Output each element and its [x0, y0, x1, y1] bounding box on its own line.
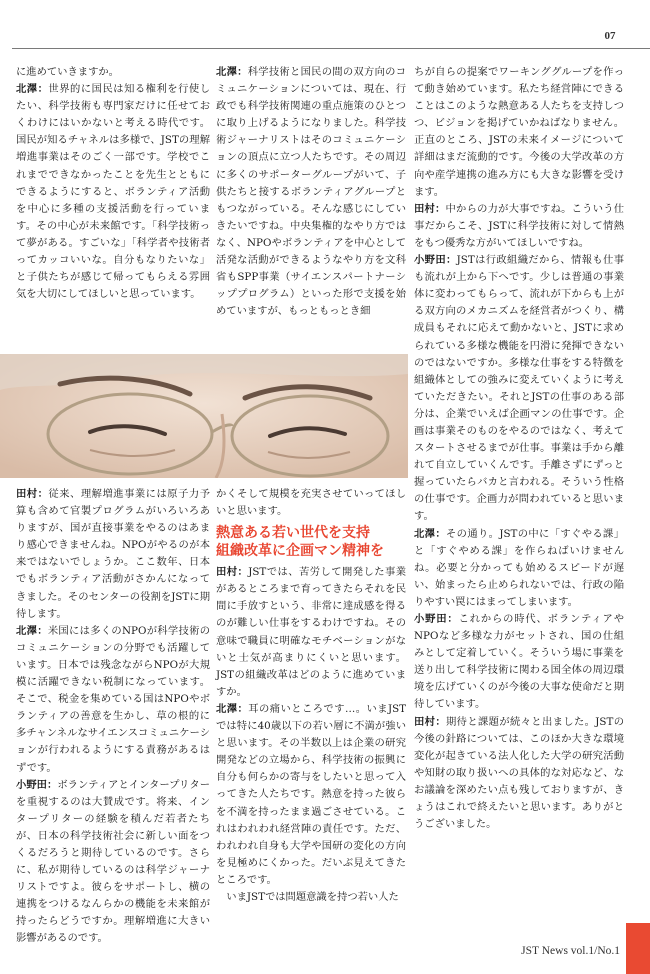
paragraph — [414, 526, 624, 611]
speaker-name: 北澤： — [216, 66, 248, 78]
speaker-name: 田村： — [16, 488, 49, 500]
speaker-name: 小野田： — [414, 613, 459, 625]
paragraph — [216, 486, 406, 520]
section-heading-line-2: 組織改革に企画マン精神を — [216, 543, 384, 560]
paragraph-text: 科学技術と国民の間の双方向のコミュニケーションについては、現在、行政でも科学技術関連の重点施策のひとつに取り上げるようになりました。科学技術ジャーナリストはそのコミュニケーションの頂点に立つ人たちです。その周辺に多くのサポーターグループがいて、子供たちと接するボランティアグループともつながっている。そんな感じにしていきたいですね。中央集権的なやり方ではなく、NPOやボランティアを中心として活発な活動ができるようなやり方を文科省もSPP事業（サイエンスパートナーシッププログラム）といった形で支援を始めていますが、もっともっとき細 — [216, 66, 407, 318]
paragraph-text: 中からの力が大事ですね。こういう仕事だからこそ、JSTに科学技術に対して情熱をもつ優秀な方がいてほしいですね。 — [414, 202, 625, 249]
column-1 — [16, 64, 210, 303]
paragraph-text: 従来、理解増進事業には原子力予算も含めて官製プログラムがいろいろありますが、国が直接事業をやるのはあまり感心できませんね。NPOがやるのが本来ではないでしょうか。ここ数年、日本でもボランティア活動がさかんになってきました。そのセンターの役割をJSTに期待します。 — [16, 488, 211, 620]
paragraph-text: 米国には多くのNPOが科学技術のコミュニケーションの分野でも活躍しています。日本では残念ながらNPOが大規模に活躍できない税制になっています。そこで、税金を集めている国はNPOやボランティアの善意を生かし、草の根的に多チャンネルなサイエンスコミュニケーションが行われるようにする責務があるはずです。 — [16, 624, 210, 774]
speaker-name: 北澤： — [414, 527, 446, 540]
paragraph-text: かくそして規模を充実させていってほしいと思います。 — [216, 488, 406, 518]
speaker-name: 北澤： — [16, 83, 49, 96]
paragraph — [16, 64, 210, 81]
paragraph — [414, 611, 624, 714]
paragraph — [216, 701, 406, 889]
speaker-name: 田村： — [216, 566, 249, 579]
paragraph — [16, 81, 210, 303]
column-3 — [414, 64, 624, 833]
paragraph-text: その通り。JSTの中に「すぐやる課」と「すぐやめる課」を作らねばいけませんね。必要と分かっても始めるスピードが遅い、始まったら止められないでは、行政の陥りやすい罠にはまってしまいます。 — [414, 527, 624, 608]
column-5-intro — [216, 486, 406, 520]
section-heading — [216, 524, 406, 560]
column-5-body — [216, 564, 406, 906]
paragraph-text: ちが自らの提案でワーキンググループを作って動き始めています。私たち経営陣にできることはこのような熱意ある人たちを支持しつつ、ビジョンを掲げていかねばなりません。正直のところ、JSTの未来イメージについて詳細はまだ流動的です。今後の大学改革の方向や産学連携の進み方にも大きな影響を受けます。 — [414, 66, 624, 198]
portrait-photo — [0, 354, 408, 478]
paragraph — [216, 889, 406, 906]
column-4 — [16, 486, 210, 948]
paragraph-text: これからの時代、ボランティアやNPOなど多様な力がセットされ、国の仕組みとして定着していく。そういう場に事業を送り出して科学技術に関わる国全体の周辺環境を広げていくのが今後の大事な使命だと期待しています。 — [414, 613, 624, 711]
speaker-name: 北澤： — [16, 624, 48, 637]
speaker-name: 田村： — [414, 715, 446, 728]
paragraph-text: JSTでは、苦労して開発した事業があるところまで育ってきたらそれを民間に手放すという、非常に達成感を得るのが難しい仕事をするわけですね。その意味で職員に明確なモチベーションがないと士気が高まりにくいと思います。JSTの組織改革はどのように進めていますか。 — [216, 566, 406, 698]
paragraph-text: 耳の痛いところです…。いまJSTでは特に40歳以下の若い層に不満が強いと思います。その半数以上は企業の研究開発などの立場から、科学技術の振興に自分も何らかの寄与をしたいと思って入ってきた人たちです。熱意を持った彼らを不満を持ったまま過ごさせている。これはわれわれ経営陣の責任です。ただ、われわれ自身も大学や国研の変化の方向を見極めにくかった。だいぶ見えてきたところです。 — [216, 702, 406, 886]
paragraph-text: に進めていきますか。 — [16, 66, 119, 78]
speaker-name: 田村： — [414, 202, 446, 215]
publication-footer: JST News vol.1/No.1 — [521, 945, 620, 957]
speaker-name: 北澤： — [216, 702, 249, 715]
paragraph — [414, 201, 624, 252]
paragraph — [16, 777, 210, 948]
footer-accent-bar — [626, 923, 650, 974]
paragraph-text: 期待と課題が続々と出ました。JSTの今後の針路については、このほか大きな環境変化が起きている法人化した大学の研究活動や知財の取り扱いへの具体的な対応など、なお議論を深めたい点も残しておりますが、きょうはこれで終えたいと思います。ありがとうございました。 — [414, 715, 624, 831]
paragraph-text: 世界的に国民は知る権利を行使したい、科学技術も専門家だけに任せておくわけにはいかないと考える時代です。国民が知るチャネルは多様で、JSTの理解増進事業はそのごく一部です。学校でこれまでできなかったことを先生とともにできるようにすると、ボランティア活動を中心に多種の支援活動を行っています。その中心が未来館です。「科学技術って夢がある。すごいな」「科学者や技術者ってカッコいいな。自分もなりたいな」と子供たちが感じて帰ってもらえる雰囲気を大切にしてほしいと思っています。 — [16, 83, 211, 301]
paragraph — [414, 252, 624, 526]
paragraph — [216, 564, 406, 701]
column-2 — [216, 64, 406, 320]
header-rule — [12, 48, 650, 49]
paragraph — [414, 64, 624, 201]
paragraph — [16, 623, 210, 777]
paragraph — [414, 714, 624, 834]
section-heading-line-1: 熱意ある若い世代を支持 — [216, 525, 370, 542]
speaker-name: 小野田： — [414, 254, 457, 267]
paragraph — [216, 64, 406, 320]
paragraph-text: JSTは行政組織だから、情報も仕事も流れが上から下へです。少しは普通の事業体に変わってもらって、流れが下からも上がる双方向のメカニズムを経営者がつくり、構成員もそれに応えて動かないと、JSTに求められている多様な機能を円滑に発揮できないのではないですか。多様な仕事をする特徴を組織体としての強みに変えていくように考えていただきたい。それとJSTの仕事のある部分は、企業でいえば企画マンの仕事です。企画は事業そのものをやるのではなく、考えてスタートさせるまでが仕事。事業は手から離れて自立していくんです。手離さずにずっと握っていたらバカと言われる。そういう性格の仕事です。企画力が問われていると思います。 — [414, 254, 624, 523]
column-5 — [216, 486, 406, 906]
paragraph — [16, 486, 210, 623]
page-number: 07 — [604, 30, 616, 42]
paragraph-text: いまJSTでは問題意識を持つ若い人た — [226, 890, 399, 903]
speaker-name: 小野田： — [16, 778, 58, 791]
paragraph-text: ボランティアとインタープリターを重視するのは大賛成です。将来、インタープリターの経験を積んだ若者たちが、日本の科学技術社会に新しい面をつくるだろうと期待しているのです。さらに、私が期待しているのは科学ジャーナリストですよ。彼らをサポートし、横の連携をつけるなんらかの機能を未来館が持ったらどうですか。理解増進に大きい影響があるのです。 — [16, 778, 211, 945]
portrait-glasses-illustration — [0, 354, 408, 478]
